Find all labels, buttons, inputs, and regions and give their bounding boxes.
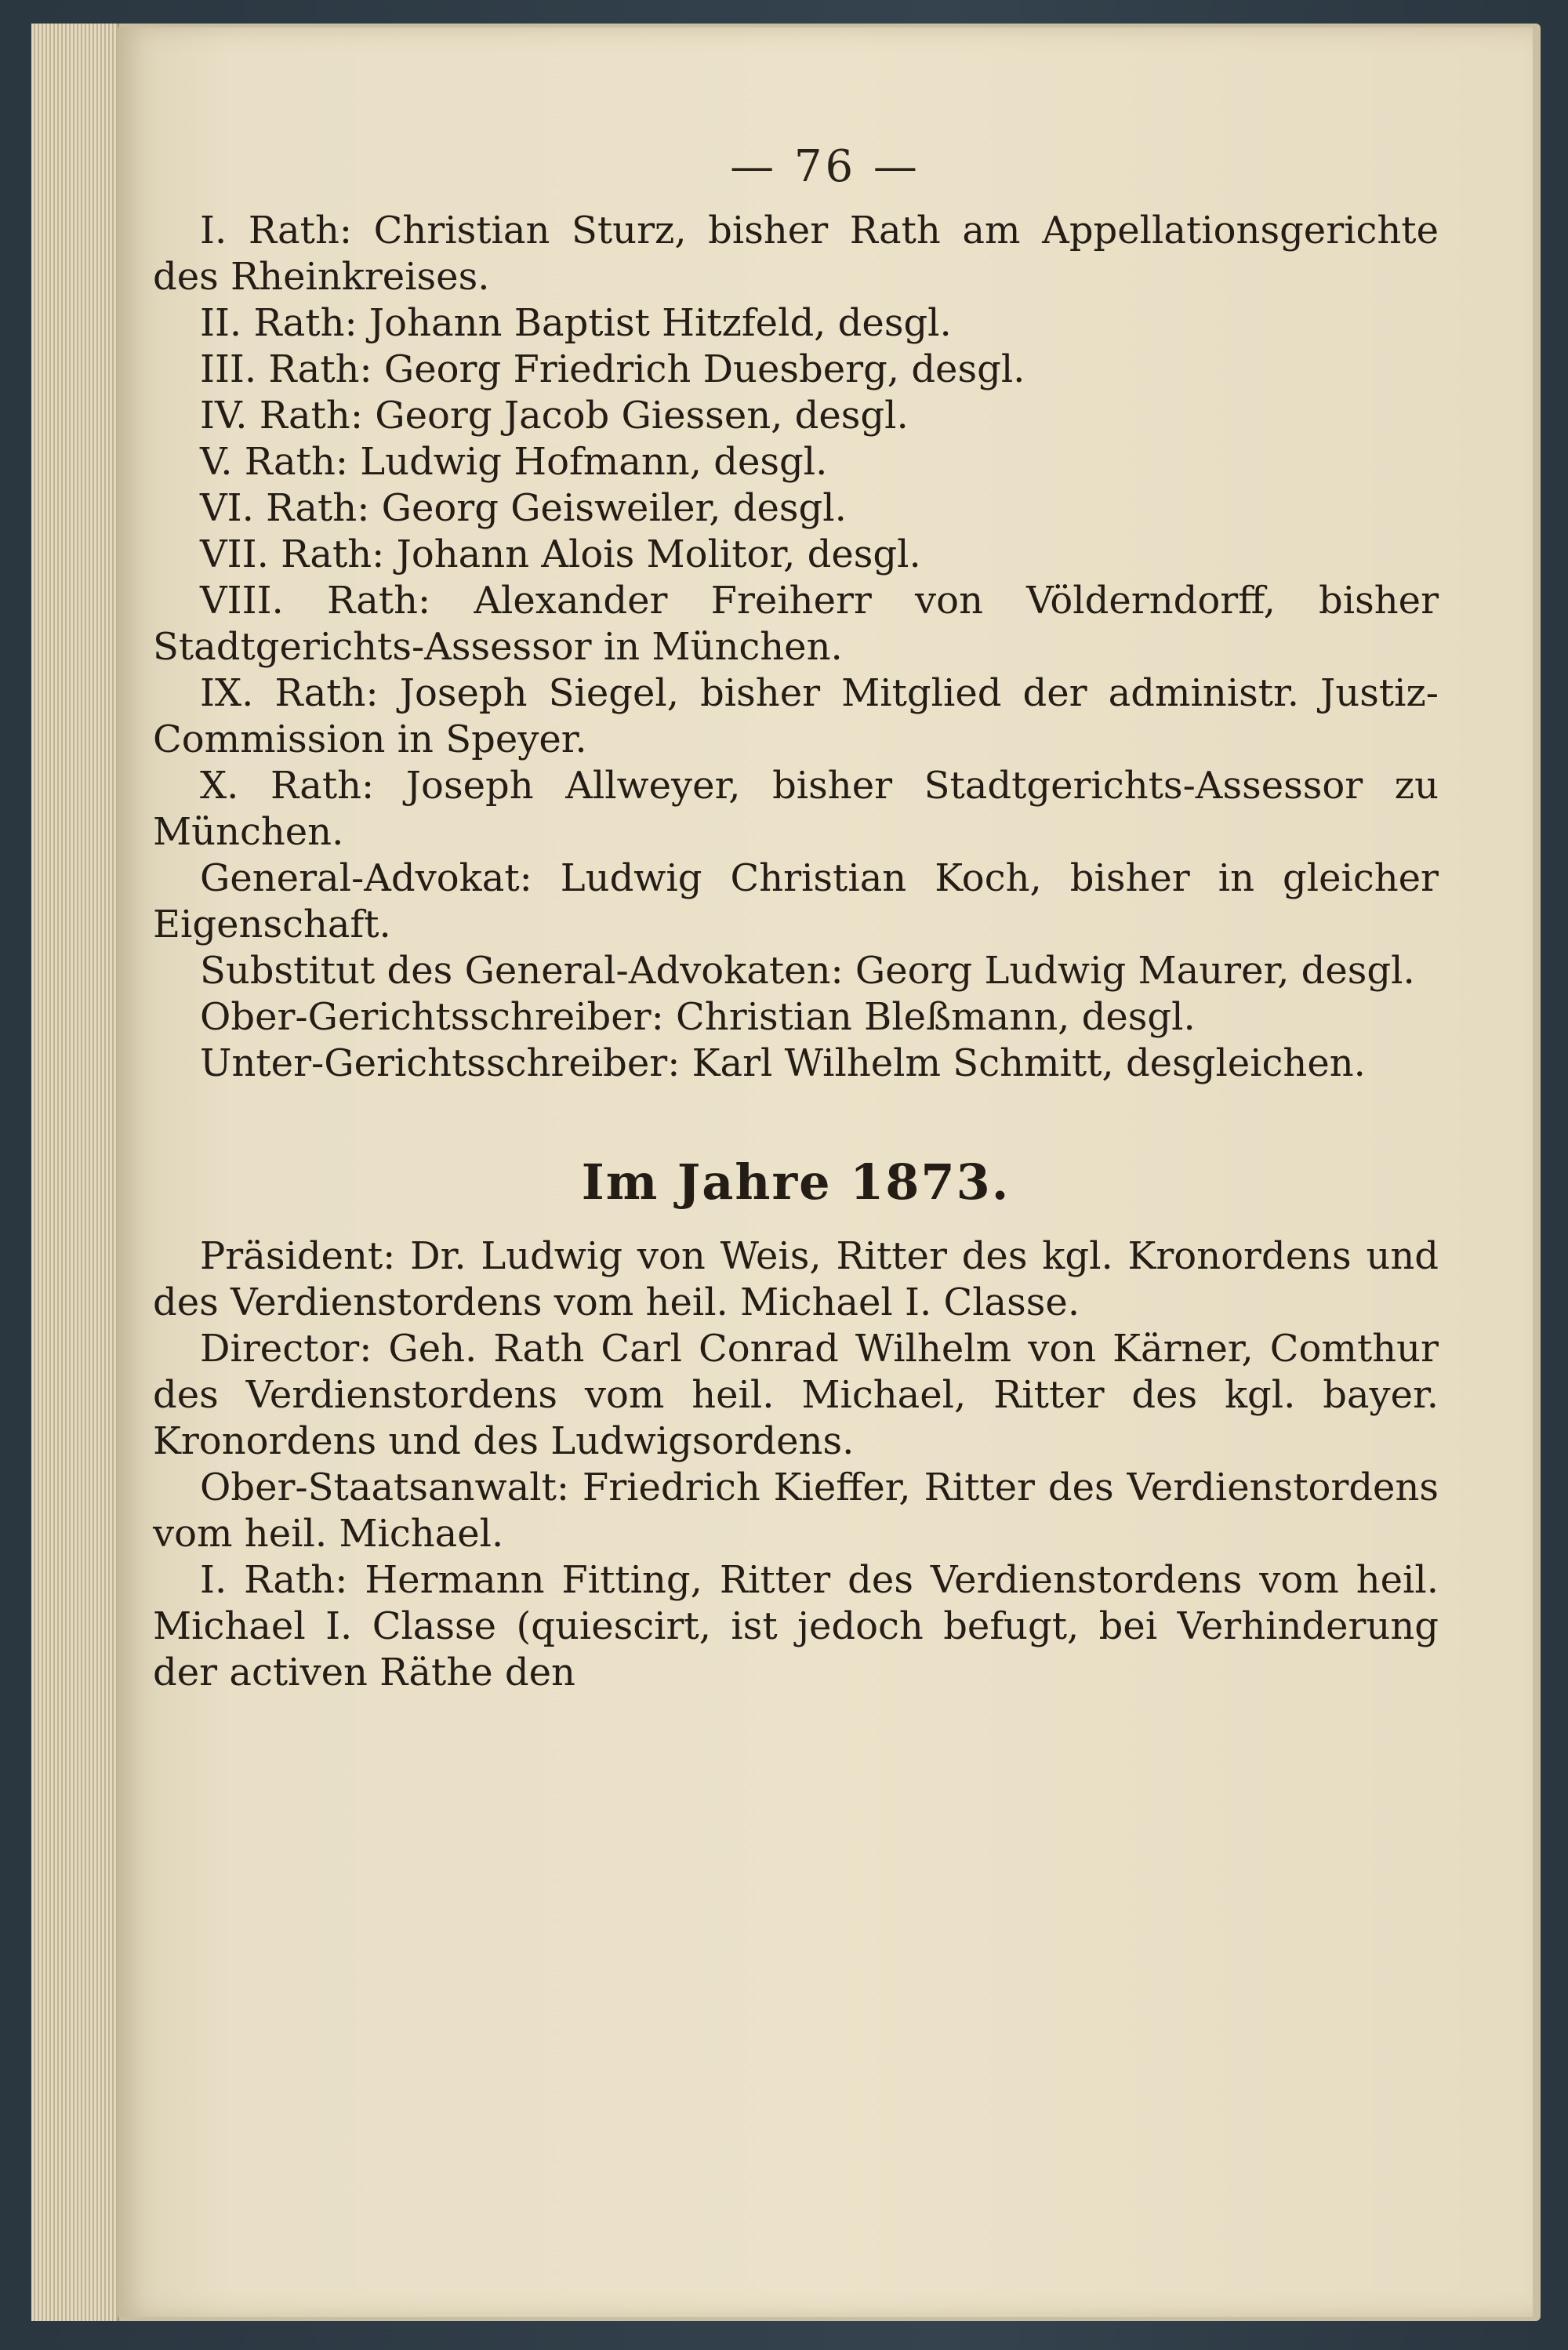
entry-1872-11 [153,855,1439,948]
entry-text: Alexander Freiherr von Völderndorff, bisher Stadtgerichts-Assessor in München. [153,579,1439,669]
entry-role: IV. Rath: [200,394,363,438]
entry-text: Georg Friedrich Duesberg, desgl. [372,347,1025,391]
entry-role: II. Rath: [200,301,358,345]
entry-1872-4 [153,393,1439,439]
entry-role: VII. Rath: [200,532,385,576]
entry-role: I. Rath: [200,209,353,252]
entry-role: VIII. Rath: [200,579,431,623]
entry-role: Ober-Gerichtsschreiber: [200,995,664,1039]
entry-text: Karl Wilhelm Schmitt, desgleichen. [680,1041,1366,1085]
entry-text: Georg Jacob Giessen, desgl. [362,394,909,438]
entry-text: Johann Alois Molitor, desgl. [384,532,921,576]
page-text [153,208,1439,1696]
entry-role: Ober-Staatsanwalt: [200,1466,570,1509]
entry-role: General-Advokat: [200,856,532,900]
entry-1873-1 [153,1233,1439,1326]
entry-role: VI. Rath: [200,486,370,530]
entry-role: IX. Rath: [200,671,379,715]
entry-1872-1 [153,208,1439,300]
entry-text: Joseph Allweyer, bisher Stadtgerichts-Assessor zu München. [153,764,1439,854]
entry-role: III. Rath: [200,347,372,391]
entry-1872-3 [153,347,1439,393]
page-number: — 76 — [730,141,920,192]
entry-1872-9 [153,670,1439,763]
entry-text: Friedrich Kieffer, Ritter des Verdienstordens vom heil. Michael. [153,1466,1439,1556]
entry-text: Georg Geisweiler, desgl. [369,486,847,530]
entry-1872-7 [153,532,1439,578]
entry-1873-3 [153,1465,1439,1557]
entry-text: Joseph Siegel, bisher Mitglied der administr. Justiz-Commission in Speyer. [153,671,1439,761]
entry-1872-6 [153,485,1439,532]
entry-role: V. Rath: [200,440,349,484]
entry-text: Ludwig Hofmann, desgl. [348,440,828,484]
entry-1872-8 [153,578,1439,670]
entry-text: Geh. Rath Carl Conrad Wilhelm von Kärner, Comthur des Verdienstordens vom heil. Michael, Ritter des kgl. bayer. Kronordens und des Ludwigsordens. [153,1327,1439,1463]
entry-1873-2 [153,1326,1439,1465]
entry-1872-12 [153,948,1439,994]
entry-text: Ludwig Christian Koch, bisher in gleicher Eigenschaft. [153,856,1439,946]
page-edges [31,24,119,2321]
entry-role: Präsident: [200,1234,396,1278]
section-heading-1873: Im Jahre 1873. [581,1153,1011,1211]
entry-role: I. Rath: [200,1558,348,1602]
entry-role: Unter-Gerichtsschreiber: [200,1041,681,1085]
entry-1872-10 [153,763,1439,855]
entry-text: Dr. Ludwig von Weis, Ritter des kgl. Kronordens und des Verdienstordens vom heil. Michael I. Classe. [153,1234,1439,1324]
entry-1872-2 [153,300,1439,347]
entry-text: Johann Baptist Hitzfeld, desgl. [357,301,952,345]
entry-1872-13 [153,994,1439,1041]
entry-text: Christian Sturz, bisher Rath am Appellationsgerichte des Rheinkreises. [153,209,1439,299]
entry-1872-14 [153,1041,1439,1087]
entry-1873-4 [153,1557,1439,1696]
entry-1872-5 [153,439,1439,485]
entry-role: Substitut des General-Advokaten: [200,949,844,993]
entry-role: Director: [200,1327,372,1371]
entry-text: Christian Bleßmann, desgl. [663,995,1196,1039]
entry-text: Georg Ludwig Maurer, desgl. [843,949,1415,993]
entry-role: X. Rath: [200,764,375,808]
entry-text: Hermann Fitting, Ritter des Verdienstordens vom heil. Michael I. Classe (quiescirt, ist jedoch befugt, bei Verhinderung der activen Räthe den [153,1558,1439,1694]
